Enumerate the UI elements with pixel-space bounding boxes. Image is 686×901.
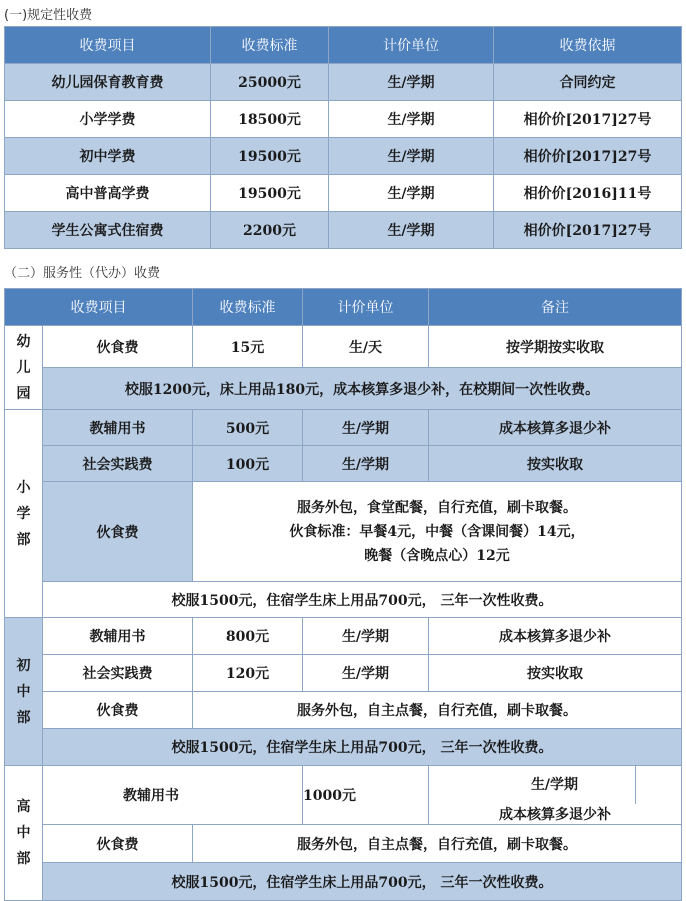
table-row xyxy=(5,446,682,482)
cell: 生/学期成本核算多退少补 xyxy=(429,766,682,825)
cell: 按实收取 xyxy=(429,446,682,482)
header-unit: 计价单位 xyxy=(329,27,494,64)
cell: 相价价[2017]27号 xyxy=(494,212,682,249)
cell: 1000元 xyxy=(303,766,429,825)
table-row xyxy=(5,212,682,249)
note-cell: 校服1200元，床上用品180元，成本核算多退少补，在校期间一次性收费。 xyxy=(43,368,682,410)
cell: 按学期按实收取 xyxy=(429,326,682,368)
header-unit: 计价单位 xyxy=(303,289,429,326)
header-standard: 收费标准 xyxy=(193,289,303,326)
cell: 学生公寓式住宿费 xyxy=(5,212,211,249)
cell: 合同约定 xyxy=(494,64,682,101)
header-item: 收费项目 xyxy=(5,289,193,326)
group-label-junior: 初 中 部 xyxy=(5,618,43,766)
cell: 伙食费 xyxy=(43,326,193,368)
cell: 成本核算多退少补 xyxy=(429,618,682,655)
table-row xyxy=(5,482,682,582)
cell: 初中学费 xyxy=(5,138,211,175)
table-row xyxy=(5,825,682,863)
cell: 生/学期 xyxy=(329,212,494,249)
table-row xyxy=(5,410,682,446)
table-row xyxy=(5,655,682,692)
cell: 15元 xyxy=(193,326,303,368)
table-row xyxy=(5,729,682,766)
note-cell: 校服1500元，住宿学生床上用品700元， 三年一次性收费。 xyxy=(43,863,682,901)
table-row xyxy=(5,863,682,901)
cell: 生/学期 xyxy=(303,410,429,446)
table-header-row xyxy=(5,289,682,326)
cell: 成本核算多退少补 xyxy=(429,410,682,446)
section2-title: （二）服务性（代办）收费 xyxy=(4,266,161,281)
cell: 社会实践费 xyxy=(43,655,193,692)
table-row xyxy=(5,368,682,410)
cell: 教辅用书 xyxy=(43,618,193,655)
cell: 服务外包，自主点餐，自行充值，刷卡取餐。 xyxy=(193,825,682,863)
cell: 100元 xyxy=(193,446,303,482)
group-label-kindergarten: 幼 儿 园 xyxy=(5,326,43,410)
cell: 生/学期 xyxy=(329,101,494,138)
cell: 25000元 xyxy=(211,64,329,101)
group-label-primary: 小 学 部 xyxy=(5,410,43,618)
note-cell: 校服1500元，住宿学生床上用品700元， 三年一次性收费。 xyxy=(43,729,682,766)
header-item: 收费项目 xyxy=(5,27,211,64)
cell: 教辅用书 xyxy=(43,410,193,446)
table-row xyxy=(5,64,682,101)
cell: 相价价[2017]27号 xyxy=(494,101,682,138)
group-label-senior: 高 中 部 xyxy=(5,766,43,901)
table-row xyxy=(5,101,682,138)
cell: 生/学期 xyxy=(303,446,429,482)
note-cell: 校服1500元，住宿学生床上用品700元， 三年一次性收费。 xyxy=(43,582,682,618)
table-header-row xyxy=(5,27,682,64)
cell: 500元 xyxy=(193,410,303,446)
cell: 生/学期 xyxy=(329,138,494,175)
regulated-fee-table xyxy=(4,26,682,249)
cell: 800元 xyxy=(193,618,303,655)
cell: 伙食费 xyxy=(43,482,193,582)
header-basis: 收费依据 xyxy=(494,27,682,64)
cell: 社会实践费 xyxy=(43,446,193,482)
service-fee-table xyxy=(4,288,682,901)
cell: 19500元 xyxy=(211,175,329,212)
cell: 生/天 xyxy=(303,326,429,368)
cell: 教辅用书 xyxy=(43,766,303,825)
cell: 相价价[2017]27号 xyxy=(494,138,682,175)
cell: 相价价[2016]11号 xyxy=(494,175,682,212)
cell: 120元 xyxy=(193,655,303,692)
cell: 生/学期 xyxy=(329,64,494,101)
cell: 伙食费 xyxy=(43,825,193,863)
section1-title: (一)规定性收费 xyxy=(4,8,93,23)
meal-detail-cell: 服务外包，食堂配餐，自行充值，刷卡取餐。 伙食标准：早餐4元，中餐（含课间餐）14元， 晚餐（含晚点心）12元 xyxy=(193,482,682,582)
table-row xyxy=(5,326,682,368)
table-row xyxy=(5,582,682,618)
table-row xyxy=(5,138,682,175)
cell: 生/学期 xyxy=(303,618,429,655)
table-row xyxy=(5,175,682,212)
cell: 小学学费 xyxy=(5,101,211,138)
cell: 18500元 xyxy=(211,101,329,138)
cell: 生/学期 xyxy=(303,655,429,692)
table-row xyxy=(5,618,682,655)
cell: 高中普高学费 xyxy=(5,175,211,212)
cell: 伙食费 xyxy=(43,692,193,729)
header-remark: 备注 xyxy=(429,289,682,326)
table-row xyxy=(5,766,682,825)
table-row xyxy=(5,692,682,729)
cell: 服务外包，自主点餐，自行充值，刷卡取餐。 xyxy=(193,692,682,729)
header-standard: 收费标准 xyxy=(211,27,329,64)
cell: 按实收取 xyxy=(429,655,682,692)
cell: 2200元 xyxy=(211,212,329,249)
cell: 19500元 xyxy=(211,138,329,175)
cell: 幼儿园保育教育费 xyxy=(5,64,211,101)
cell: 生/学期 xyxy=(329,175,494,212)
